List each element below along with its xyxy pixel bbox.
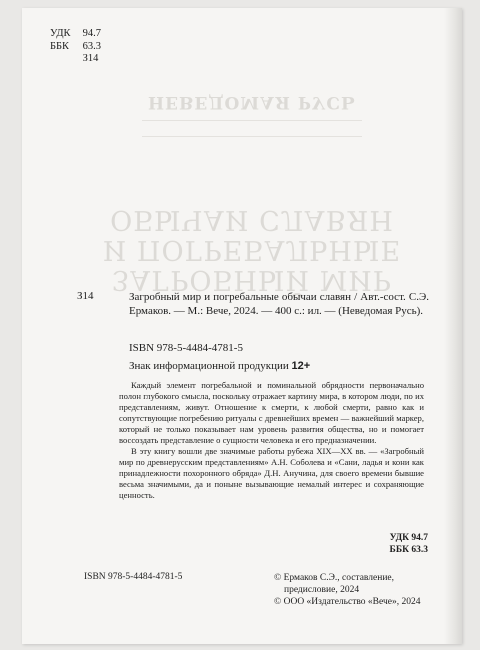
copyright-line: © Ермаков С.Э., составление, <box>274 573 394 583</box>
copyright-line: предисловие, 2024 <box>284 585 360 595</box>
bleed-title-line: ОБЫЧАИ СЛАВЯН <box>110 204 394 235</box>
author-sign-top <box>50 53 170 66</box>
udk-label: УДК <box>50 28 71 39</box>
bleed-through-series: НЕВЕДОМАЯ РУСЬ <box>148 92 356 112</box>
footer-isbn: ISBN 978-5-4484-4781-5 <box>84 572 183 582</box>
bleed-through-rule <box>142 136 362 137</box>
bbk-right: ББК 63.3 <box>389 545 428 555</box>
bbk-label: ББК <box>50 40 70 52</box>
bbk-value: 63.3 <box>82 40 101 52</box>
annotation <box>119 380 424 501</box>
age-rating-line <box>129 360 310 372</box>
bleed-through-rule <box>142 120 362 121</box>
bleed-title-line: ЗАГРОБНЫЙ МИР <box>112 264 392 295</box>
udk-value: 94.7 <box>82 28 101 39</box>
page-edge <box>444 8 462 644</box>
classification-right <box>390 532 428 556</box>
author-sign-value: З14 <box>82 53 99 64</box>
bleed-through-title <box>102 204 402 294</box>
age-rating-label: Знак информационной продукции <box>129 360 289 372</box>
copyright-line: © ООО «Издательство «Вече», 2024 <box>274 597 421 607</box>
udk-right: УДК 94.7 <box>389 533 428 543</box>
bleed-title-line: И ПОГРЕБАЛЬНЫЕ <box>102 234 402 265</box>
classification-codes <box>50 28 170 66</box>
bbk-code <box>50 41 170 54</box>
bibliographic-description: Загробный мир и погребальные обычаи славян / Авт.-сост. С.Э. Ермаков. — М.: Вече, 2024. — 400 с.: ил. — (Неведомая Русь). <box>129 291 429 317</box>
copyright-block <box>274 572 434 608</box>
annotation-paragraph: Каждый элемент погребальной и поминальной обрядности первоначально полон глубокого смысла, поскольку отражает картину мира, в котором люди, по их представлениям, живут. Отношение к смерти, к любой смерти, равно как и сопутствующие погребению ритуалы с древнейших времен — важнейший маркер, который не только показывает нам уровень развития общества, но и помогает воссоздать представление о сущности человека и его предназначении. <box>119 380 424 445</box>
udk-code <box>50 28 170 41</box>
author-mark: З14 <box>77 290 94 302</box>
isbn-line: ISBN 978-5-4484-4781-5 <box>129 342 243 354</box>
age-rating-badge: 12+ <box>291 360 311 372</box>
annotation-paragraph: В эту книгу вошли две значимые работы рубежа XIX—XX вв. — «Загробный мир по древнерусским представлениям» А.Н. Соболева и «Сани, ладья и кони как принадлежности похоронного обряда» Д.Н. Анучина, для своего времени бывшие весьма значимыми, да и поныне вызывающие немалый интерес и сохраняющие ценность. <box>119 446 424 500</box>
